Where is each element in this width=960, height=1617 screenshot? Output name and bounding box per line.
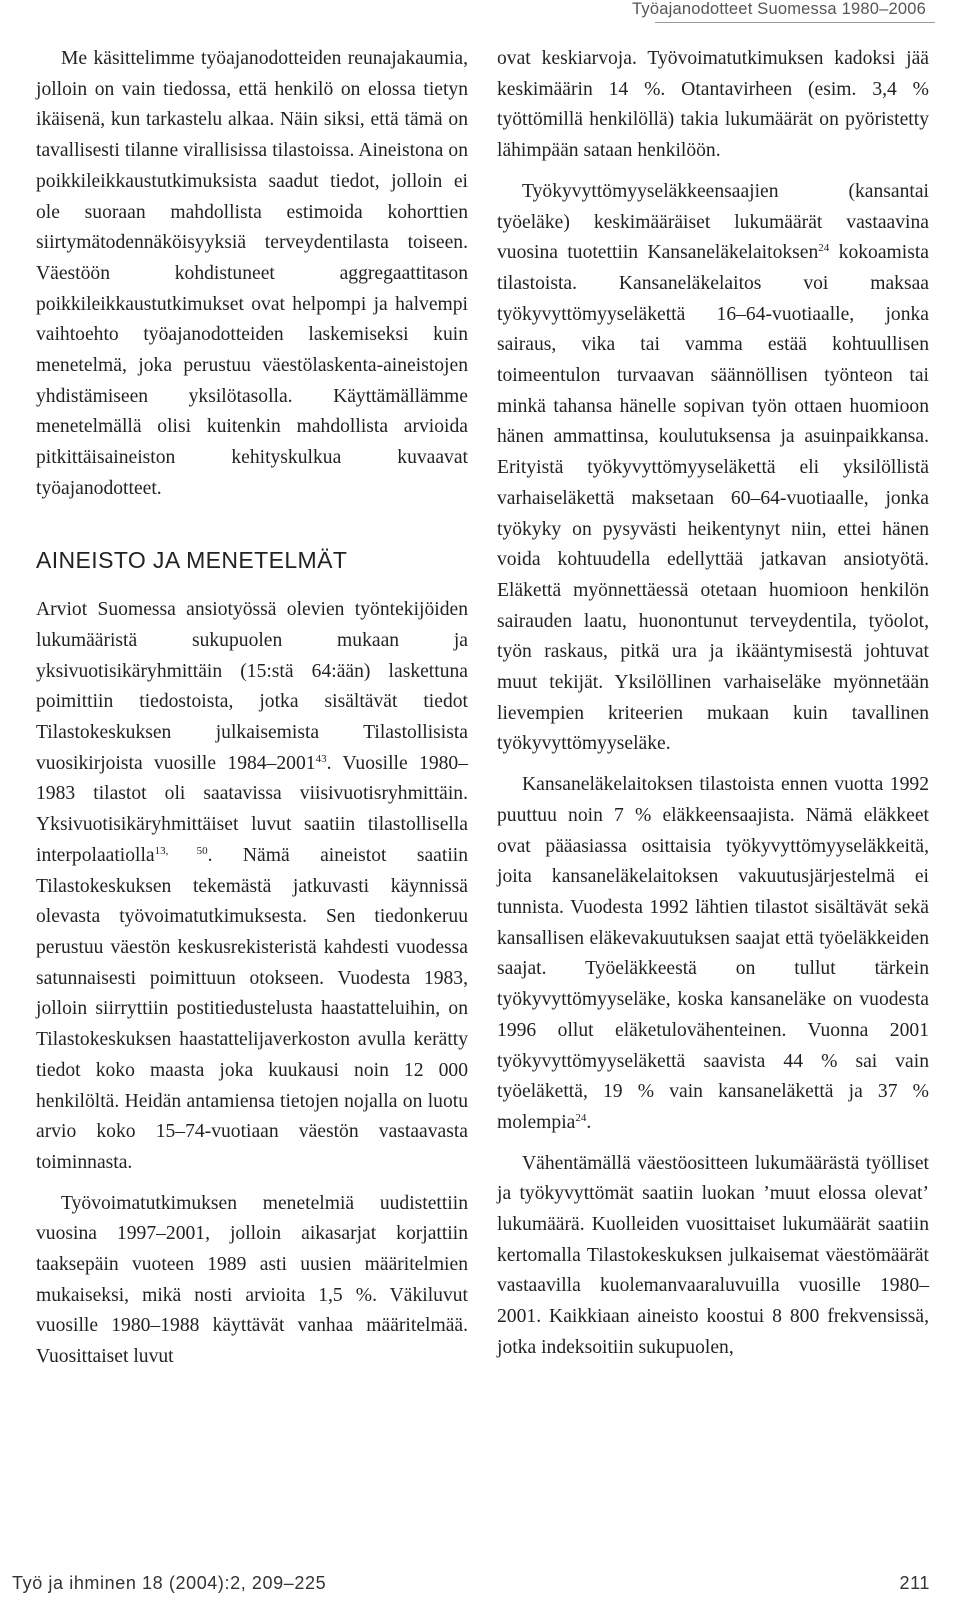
paragraph [36,595,468,1178]
paragraph: Me käsittelimme työajanodotteiden reunajakaumia, jolloin on vain tiedossa, että henkilö on elossa tietyn ikäisenä, kun tarkastelu alkaa. Näin siksi, että tämä on tavallisesti tilanne virallisissa tilastoissa. Aineistona on poikkileikkaustutkimuksista saadut tiedot, jolloin ei ole suoraan mahdollista estimoida kohorttien siirtymätodennäköisyyksiä terveydentilasta toiseen. Väestöön kohdistuneet aggregaattitason poikkileikkaustutkimukset ovat helpompi ja halvempi vaihtoehto työajanodotteiden laskemiseksi kuin menetelmä, joka perustuu väestölaskenta-aineistojen yhdistämiseen yksilötasolla. Käyttämällämme menetelmällä olisi kuitenkin mahdollista arvioida pitkittäisaineiston kehityskulkua kuvaavat työajanodotteet. [36,48,468,499]
left-column [36,44,468,1373]
citation-ref: 24 [818,242,830,255]
right-column [497,44,929,1364]
page-number: 211 [899,1573,930,1593]
paragraph [497,770,929,1138]
citation-ref: 43 [315,752,327,765]
citation-ref: 24 [575,1111,587,1124]
text-span: . Nämä aineistot saatiin Tilastokeskuksen tekemästä jatkuvasti käynnissä olevasta työvoimatutkimuksesta. Sen tiedonkeruu perustuu väestön keskusrekisteristä kahdesti vuodessa satunnaisesti poimittuun otokseen. Vuodesta 1983, jolloin siirryttiin postitiedustelusta haastatteluihin, on Tilastokeskuksen haastattelijaverkoston avulla kerätty tiedot koko maasta joka kuukausi noin 12 000 henkilöltä. Heidän antamiensa tietojen nojalla on luotu arvio koko 15–74-vuotiaan väestön vastaavasta toiminnasta. [36,844,468,1173]
text-span: Kansaneläkelaitoksen tilastoista ennen vuotta 1992 puuttuu noin 7 % eläkkeensaajista. Nämä eläkkeet ovat pääasiassa osittaisia työkyvyttömyyseläkkeitä, joita kansaneläkelaitoksen vakuutusjärjestelmä ei tunnista. Vuodesta 1992 lähtien tilastot sisältävät sekä kansallisen eläkevakuutuksen saajat että työeläkkeiden saajat. Työeläkkeestä on tullut tärkein työkyvyttömyyseläke, koska kansaneläke on vuodesta 1996 ollut eläketulovähenteinen. Vuonna 2001 työkyvyttömyyseläkettä saavista 44 % sai vain työeläkettä, 19 % vain kansaneläkettä ja 37 % molempia [497,774,929,1133]
running-header: Työajanodotteet Suomessa 1980–2006 [632,0,926,18]
paragraph: ovat keskiarvoja. Työvoimatutkimuksen kadoksi jää keskimäärin 14 %. Otantavirheen (esim. 3,4 % työttömillä henkilöllä) takia lukumäärät on pyöristetty lähimpään sataan henkilöön. [497,48,929,162]
paragraph: Työvoimatutkimuksen menetelmiä uudistettiin vuosina 1997–2001, jolloin aikasarjat korjattiin taaksepäin vuoteen 1989 asti uusien määritelmien mukaiseksi, mikä nosti arvioita 1,5 %. Väkiluvut vuosille 1980–1988 käyttävät vanhaa määritelmää. Vuosittaiset luvut [36,1192,468,1368]
text-span: . [586,1111,592,1133]
paragraph: Vähentämällä väestöositteen lukumäärästä työlliset ja työkyvyttömät saatiin luokan ’muut elossa olevat’ lukumäärä. Kuolleiden vuosittaiset lukumäärät saatiin kertomalla Tilastokeskuksen julkaisemat väestömäärät vastaavilla kuolemanvaaraluvuilla vuosille 1980–2001. Kaikkiaan aineisto koostui 8 800 frekvensissä, jotka indeksoitiin sukupuolen, [497,1152,929,1358]
paragraph [497,177,929,760]
text-span: Työkyvyttömyyseläkkeensaajien (kansantai työeläke) keskimääräiset lukumäärät vastaavina vuosina tuotettiin Kansaneläkelaitoksen [497,180,929,264]
section-heading: AINEISTO JA MENETELMÄT [36,546,348,573]
citation-ref: 13, 50 [154,844,208,857]
text-span: . Vuosille 1980–1983 tilastot oli saatavissa viisivuotisryhmittäin. Yksivuotisikäryhmittäiset luvut saatiin tilastollisella interpolaatiolla [36,752,469,866]
text-span: kokoamista tilastoista. Kansaneläkelaitos voi maksaa työkyvyttömyyseläkettä 16–64-vuotiaalle, jonka sairaus, vika tai vamma estää kohtuullisen toimeentulon turvaavan säännöllisen työnteon tai minkä tahansa hänelle sopivan työn ottaen huomioon hänen ammattinsa, koulutuksensa ja asuinpaikkansa. Erityistä työkyvyttömyyseläkettä eli yksilöllistä varhaiseläkettä maksetaan 60–64-vuotiaalle, jonka työkyky on pysyvästi heikentynyt niin, ettei hänen voida kohtuudella edellyttää jatkavan ansiotyötä. Eläkettä myönnettäessä otetaan huomioon henkilön sairauden laatu, huonontunut terveydentila, työolot, työn raskaus, pitkä ura ja ikääntymisestä johtuvat muut tekijät. Yksilöllinen varhaiseläke myönnetään lievempien kriteerien mukaan kuin tavallinen työkyvyttömyyseläke. [497,242,929,755]
journal-citation: Työ ja ihminen 18 (2004):2, 209–225 [12,1573,327,1593]
header-rule [655,22,935,23]
text-span: Arviot Suomessa ansiotyössä olevien työntekijöiden lukumääristä sukupuolen mukaan ja yksivuotisikäryhmittäin (15:stä 64:ään) laskettuna poimittiin tiedostoista, jotka sisältävät tiedot Tilastokeskuksen julkaisemista Tilastollisista vuosikirjoista vuosille 1984–2001 [36,599,468,774]
